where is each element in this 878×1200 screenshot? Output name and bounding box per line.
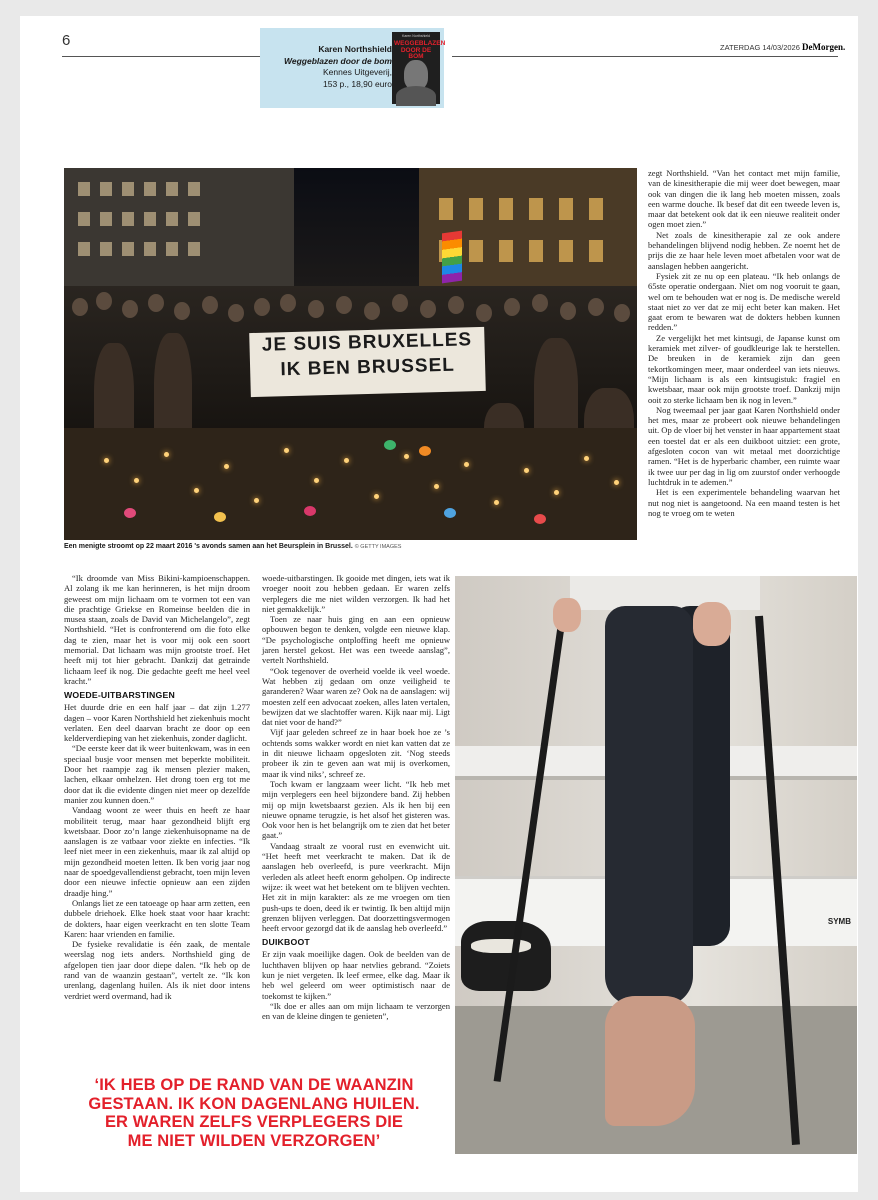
paragraph: Onlangs liet ze een tatoeage op haar arm zetten, een dubbele driehoek. Elke hoek staat voor haar kracht: de dokters, haar eigen veerkracht en ten slotte Team Karen: haar vrienden en familie. bbox=[64, 897, 250, 939]
newspaper-page bbox=[20, 16, 858, 1192]
paragraph: Toch kwam er langzaam weer licht. “Ik heb met mijn verplegers een heel bijzondere band. Zij hebben mij op mijn kwetsbaarst gezien. Als ik hen bij een nieuwe opname terugzie, is het alsof het gisteren was. Ook voor hen is het belangrijk om te zien dat het beter gaat.” bbox=[262, 778, 450, 841]
section-heading: WOEDE-UITBARSTINGEN bbox=[64, 690, 175, 701]
date-bar bbox=[720, 42, 845, 52]
cover-author: Karen Northshield bbox=[401, 34, 430, 38]
paragraph: Toen ze naar huis ging en aan een opnieuw opbouwen begon te denken, volgde een nieuwe klap. “De psychologische ontploffing heeft me opnieuw jaren herstel gekost. Het was een tweede aanslag”, vertelt Northshield. bbox=[262, 614, 450, 666]
leg-left bbox=[605, 606, 693, 1006]
paragraph: woede-uitbarstingen. Ik gooide met dingen, iets wat ik vroeger nooit zou hebben gedaan. Er waren zelfs verplegers die me niet wilden verzorgen. Ik had het niet gemakkelijk.” bbox=[262, 573, 450, 614]
book-title: Weggeblazen door de bom bbox=[284, 55, 392, 66]
caption-text: Een menigte stroomt op 22 maart 2016 's avonds samen aan het Beursplein in Brussel. bbox=[64, 543, 353, 550]
hand-left bbox=[553, 598, 581, 632]
issue-date: ZATERDAG 14/03/2026 bbox=[720, 43, 800, 52]
candle-memorial bbox=[64, 428, 637, 540]
pull-quote bbox=[64, 1076, 444, 1150]
sweater bbox=[570, 576, 760, 610]
quote-line: ‘IK HEB OP DE RAND VAN DE WAANZIN bbox=[94, 1076, 414, 1094]
rainbow-flag bbox=[442, 231, 462, 284]
quote-line: GESTAAN. IK KON DAGENLANG HUILEN. bbox=[88, 1094, 420, 1113]
banner-line-2: IK BEN BRUSSEL bbox=[280, 354, 456, 381]
publication-logo: DeMorgen. bbox=[802, 42, 846, 52]
paragraph: Nog tweemaal per jaar gaat Karen Northshield onder het mes, maar ze probeert ook nieuwe behandelingen uit. Op de vloer bij het venster in haar appartement staat een toestel dat er als een duikboot uitziet: een grote, afgesloten cocon van wit metaal met doorzichtige ramen. “Het is de hyperbaric chamber, een ruimte waar ik twee uur per dag in lig om zuurstof onder verhoogde luchtdruk in te ademen.” bbox=[648, 404, 841, 487]
book-author: Karen Northshield bbox=[318, 44, 392, 54]
header-rule-left bbox=[62, 56, 275, 57]
sneakers bbox=[461, 921, 551, 991]
cover-title: WEGGEBLAZEN DOOR DE BOM bbox=[394, 40, 446, 60]
bare-foot bbox=[605, 996, 695, 1126]
bed-label: SYMB bbox=[827, 917, 851, 926]
paragraph: Vandaag straalt ze vooral rust en evenwicht uit. “Het heeft met veerkracht te maken. Dat ik de aanslagen heb overleefd, is pure veerkracht. Mijn verleden als atleet heeft enorm geholpen. Op indirecte wijze: ik weet wat het betekent om te blijven vechten. Het zit in mijn karakter: als ze me vroegen om tien push-ups te doen, deed ik er twintig. Ik ben altijd mijn grenzen blijven verleggen. Dat doorzettingsvermogen heeft ervoor gezorgd dat ik de aanslag heb overleefd.” bbox=[262, 840, 450, 934]
photo-credit: © GETTY IMAGES bbox=[354, 544, 402, 550]
paragraph: “Ik doe er alles aan om mijn lichaam te verzorgen en van de kleine dingen te genieten”, bbox=[262, 1000, 450, 1022]
paragraph: zegt Northshield. “Van het contact met mijn familie, van de kinesitherapie die mij weer doet bewegen, maar ook van dingen die ik lang heb moeten missen, zoals een warme douche. Ik besef dat dit een tweede leven is, maar dat betekent ook dat ik een nieuwe realiteit onder ogen moet zien.” bbox=[648, 168, 840, 230]
memorial-photo bbox=[64, 168, 637, 540]
banner-line-1: JE SUIS BRUXELLES bbox=[261, 329, 473, 356]
article-column-b bbox=[262, 573, 450, 1021]
paragraph: Het is een experimentele behandeling waarvan het nut nog niet is aangetoond. Na een maand testen is het nog te vroeg om te weten bbox=[648, 487, 840, 518]
paragraph: Net zoals de kinesitherapie zal ze ook andere behandelingen blijvend nodig hebben. Ze noemt het de prijs die ze haar hele leven moet afbetalen voor wat de aanslagen hebben aangericht. bbox=[648, 229, 840, 271]
paragraph: Ze vergelijkt het met kintsugi, de Japanse kunst om keramiek met zilver- of goudkleurige lak te herstellen. De breuken in de keramiek zijn dan geen tekortkomingen meer, maar onderdeel van iets nieuws. “Mijn lichaam is als een kintsugistuk: fragiel en kwetsbaar, maar ook mijn grootste troef. Dankzij mijn ooit zo sterke lichaam ben ik nog in leven.” bbox=[648, 332, 840, 405]
paragraph: Fysiek zit ze nu op een plateau. “Ik heb onlangs de 65ste operatie ondergaan. Niet om nog vooruit te gaan, wel om te behouden wat er nog is. De medische wereld staat niet zo ver dat ze mij echt beter kan maken. Het gaat erom te bewaren wat de dokters hebben kunnen redden.” bbox=[648, 270, 840, 333]
photo-caption bbox=[64, 543, 637, 550]
section-heading: DUIKBOOT bbox=[262, 937, 310, 948]
quote-line: ME NIET WILDEN VERZORGEN’ bbox=[127, 1131, 381, 1150]
book-info-box bbox=[260, 28, 444, 108]
page-number: 6 bbox=[62, 32, 71, 49]
article-column-a bbox=[64, 573, 250, 1001]
paragraph: Vijf jaar geleden schreef ze in haar boek hoe ze ’s ochtends soms wakker wordt en niet kan vatten dat ze in dit nieuwe lichaam opgesloten zit. ‘Nog steeds probeer ik zin te geven aan wat mij is overkomen, maar ik vind niks’, schreef ze. bbox=[262, 727, 450, 779]
book-publisher: Kennes Uitgeverij, bbox=[323, 67, 392, 77]
paragraph: Vandaag woont ze weer thuis en heeft ze haar mobiliteit terug, maar haar gezondheid blijft erg kwetsbaar. Door zo’n lange ziekenhuisopname na de aanslagen is ze vatbaar voor ziekte en infecties. “Ik leef niet meer in een ziekenhuis, maar ik zal altijd op mijn gezondheid moeten letten. Ik ben vorig jaar nog naar de spoedgevallendienst gebracht, toen mijn leven door een nieuwe infectie opnieuw aan een zijden draadje hing.” bbox=[64, 805, 250, 898]
book-cover bbox=[392, 32, 446, 104]
paragraph: “Ik droomde van Miss Bikini-kampioenschappen. Al zolang ik me kan herinneren, is het mijn droom geweest om mijn lichaam om te vormen tot een van die prachtige Griekse en Romeinse beelden die in musea staan, zoals de David van Michelangelo”, zegt Northshield. “Het is confronterend om die foto elke dag te zien, maar het is voor mij ook een soort memorial. Dat lichaam was mijn grootste troef. Het heeft mij tot hier gebracht. Dankzij dat getrainde lichaam leef ik nog. Die gedachte geeft me heel veel kracht.” bbox=[64, 573, 250, 686]
quote-line: ER WAREN ZELFS VERPLEGERS DIE bbox=[104, 1113, 404, 1131]
book-details: 153 p., 18,90 euro bbox=[322, 78, 392, 89]
banner bbox=[249, 327, 486, 397]
header-rule-right bbox=[452, 56, 838, 57]
paragraph: “Ook tegenover de overheid voelde ik veel woede. Wat hebben zij gedaan om onze veiligheid te garanderen? Waar waren ze? Ook na de aanslagen: wij moesten zelf een advocaat zoeken, alles laten vertalen, bewijzen dat we slachtoffer waren. Kijk naar mij. Ligt dat niet voor de hand?” bbox=[262, 665, 450, 728]
paragraph: “De eerste keer dat ik weer buitenkwam, was in een speciaal busje voor mensen met beperkte mobiliteit. Door het raampje zag ik mensen plezier maken, lachen, elkaar omhelzen. Het drong toen erg tot me door dat ik die evidente dingen niet meer op dezelfde manier zou kunnen doen.” bbox=[64, 743, 250, 805]
paragraph: Er zijn vaak moeilijke dagen. Ook de beelden van de luchthaven blijven op haar netvlies gebrand. “Zoiets kun je niet vergeten. Ik leef ermee, elke dag. Maar ik heb wel geleerd om weer optimistisch naar de toekomst te kijken.” bbox=[262, 949, 450, 1001]
portrait-photo-crutches bbox=[455, 576, 857, 1154]
paragraph: Het duurde drie en een half jaar – dat zijn 1.277 dagen – voor Karen Northshield het ziekenhuis mocht verlaten. Een deel daarvan bracht ze door op een kelderverdieping van het ziekenhuis, zonder daglicht. bbox=[64, 702, 250, 744]
paragraph: De fysieke revalidatie is één zaak, de mentale weerslag nog iets anders. Northshield ging de afgelopen tien jaar door diepe dalen. “Ik heb op de rand van de waanzin gestaan”, vertelt ze. “Ik kon urenlang, dagenlang huilen. Als ik niet door intens verdriet werd overmand, had ik bbox=[64, 939, 250, 1001]
hand-right bbox=[693, 602, 731, 646]
article-column-right bbox=[648, 168, 840, 518]
